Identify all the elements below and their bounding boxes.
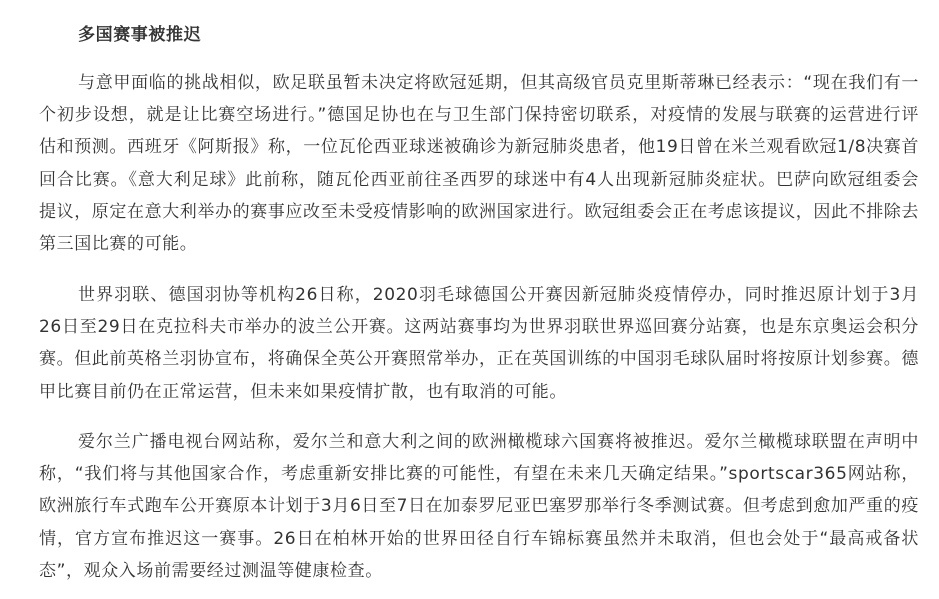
paragraph-rugby-motorsport: 爱尔兰广播电视台网站称，爱尔兰和意大利之间的欧洲橄榄球六国赛将被推迟。爱尔兰橄榄球联盟在声明中称，“我们将与其他国家合作，考虑重新安排比赛的可能性，有望在未来几天确定结果。”sportscar365网站称，欧洲旅行车式跑车公开赛原本计划于3月6日至7日在加泰罗尼亚巴塞罗那举行冬季测试赛。但考虑到愈加严重的疫情，官方宣布推迟这一赛事。26日在柏林开始的世界田径自行车锦标赛虽然并未取消，但也会处于“最高戒备状态”，观众入场前需要经过测温等健康检查。 bbox=[39, 432, 919, 581]
paragraph-badminton: 世界羽联、德国羽协等机构26日称，2020羽毛球德国公开赛因新冠肺炎疫情停办，同时推迟原计划于3月26日至29日在克拉科夫市举办的波兰公开赛。这两站赛事均为世界羽联世界巡回赛分站赛，也是东京奥运会积分赛。但此前英格兰羽协宣布，将确保全英公开赛照常举办，正在英国训练的中国羽毛球队届时将按原计划参赛。德甲比赛目前仍在正常运营，但未来如果疫情扩散，也有取消的可能。 bbox=[39, 285, 919, 402]
section-heading: 多国赛事被推迟 bbox=[78, 25, 202, 45]
paragraph-uefa: 与意甲面临的挑战相似，欧足联虽暂未决定将欧冠延期，但其高级官员克里斯蒂琳已经表示：“现在我们有一个初步设想，就是让比赛空场进行。”德国足协也在与卫生部门保持密切联系，对疫情的发展与联赛的运营进行评估和预测。西班牙《阿斯报》称，一位瓦伦西亚球迷被确诊为新冠肺炎患者，他19日曾在米兰观看欧冠1/8决赛首回合比赛。《意大利足球》此前称，随瓦伦西亚前往圣西罗的球迷中有4人出现新冠肺炎症状。巴萨向欧冠组委会提议，原定在意大利举办的赛事应改至未受疫情影响的欧洲国家进行。欧冠组委会正在考虑该提议，因此不排除去第三国比赛的可能。 bbox=[39, 73, 919, 255]
